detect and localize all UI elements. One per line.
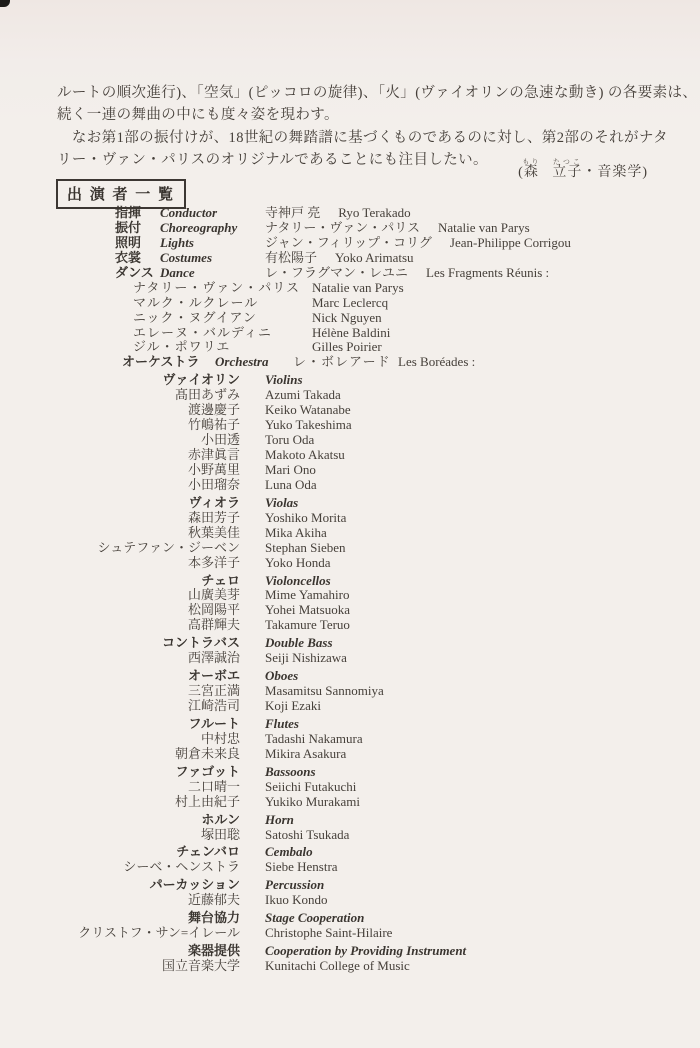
- cast-row-section: [0, 669, 700, 684]
- cast-row-section: [0, 574, 700, 589]
- player-name-en: Siebe Henstra: [265, 859, 338, 875]
- player-name-en: Seiji Nishizawa: [265, 650, 347, 666]
- section-label-jp: オーボエ: [187, 668, 240, 684]
- player-name-en: Masamitsu Sannomiya: [265, 683, 384, 699]
- cast-row-orchestra-header: [0, 355, 700, 370]
- performer-name-en: Ryo Terakado: [338, 205, 411, 220]
- cast-row-member: [0, 296, 700, 311]
- player-name-jp: シュテファン・ジーベン: [97, 539, 240, 555]
- section-label-jp: チェロ: [201, 572, 240, 588]
- performer-name-jp: ナタリー・ヴァン・パリス: [265, 219, 420, 235]
- cast-row-player: [0, 478, 700, 493]
- player-name-en: Kunitachi College of Music: [265, 958, 410, 973]
- cast-row-section: [0, 496, 700, 511]
- author-given-name: [552, 158, 583, 180]
- cast-row-member: [0, 340, 700, 355]
- dancer-name-jp: エレーヌ・バルディニ: [133, 324, 272, 340]
- player-name-en: Yukiko Murakami: [265, 793, 360, 809]
- cast-row-player: [0, 732, 700, 747]
- cast-row-player: [0, 926, 700, 941]
- cast-row-staff: [0, 266, 700, 281]
- performer-name-jp: 寺神戸 亮: [265, 205, 321, 220]
- cast-row-staff: [0, 206, 700, 221]
- author-surname-furigana: もり: [522, 158, 541, 166]
- player-name-jp: 近藤郁夫: [187, 892, 240, 908]
- cast-list: [0, 206, 700, 974]
- player-name-jp: 松岡陽平: [187, 602, 240, 618]
- player-name-jp: 赤津眞言: [187, 447, 240, 462]
- player-name-en: Seiichi Futakuchi: [265, 778, 357, 794]
- section-label-en: Violoncellos: [265, 572, 331, 588]
- section-label-jp: ヴァイオリン: [162, 372, 240, 388]
- role-label-jp: 衣裳: [115, 249, 142, 265]
- player-name-en: Ikuo Kondo: [265, 892, 328, 908]
- credit-open-paren: (: [518, 165, 524, 180]
- player-name-en: Yohei Matsuoka: [265, 602, 350, 618]
- notes-line: ルートの順次進行)、「空気」(ピッコロの旋律)、「火」(ヴァイオリンの急速な動き) の各要素は、: [57, 85, 698, 101]
- cast-row-member: [0, 326, 700, 341]
- role-label-jp: 指揮: [115, 205, 142, 220]
- section-label-jp: コントラバス: [161, 635, 240, 651]
- player-name-en: Yuko Takeshima: [265, 417, 352, 433]
- player-name-en: Koji Ezaki: [265, 698, 321, 713]
- player-name-en: Stephan Sieben: [265, 539, 346, 555]
- player-name-jp: 山廣美芽: [187, 587, 240, 603]
- player-name-en: Yoko Honda: [265, 554, 331, 570]
- player-name-en: Mika Akiha: [265, 524, 327, 540]
- player-name-en: Luna Oda: [265, 476, 317, 492]
- player-name-en: Tadashi Nakamura: [265, 730, 363, 746]
- section-label-jp: 楽器提供: [187, 943, 240, 959]
- dancer-name-en: Hélène Baldini: [312, 324, 391, 340]
- player-name-jp: 森田芳子: [187, 509, 240, 525]
- section-label-en: Violas: [265, 494, 299, 510]
- section-label-en: Double Bass: [265, 635, 333, 651]
- cast-row-player: [0, 388, 700, 403]
- dancer-name-jp: ニック・ヌグイアン: [133, 309, 257, 325]
- cast-row-section: [0, 636, 700, 651]
- player-name-jp: 秋葉美佳: [187, 524, 240, 540]
- cast-row-player: [0, 860, 700, 875]
- cast-row-staff: [0, 236, 700, 251]
- player-name-jp: 江崎浩司: [187, 698, 240, 713]
- cast-row-staff: [0, 251, 700, 266]
- player-name-en: Toru Oda: [265, 432, 315, 448]
- author-given-furigana: たつこ: [552, 158, 583, 166]
- section-label-en: Cooperation by Providing Instrument: [265, 943, 467, 959]
- performer-name-jp: レ・フラグマン・レユニ: [265, 264, 409, 280]
- section-label-jp: ファゴット: [175, 763, 240, 779]
- cast-row-player: [0, 603, 700, 618]
- performer-name-en: Natalie van Parys: [437, 219, 530, 235]
- dancer-name-en: Nick Nguyen: [312, 309, 382, 325]
- section-label-jp: ヴィオラ: [188, 494, 240, 510]
- cast-row-player: [0, 699, 700, 714]
- player-name-en: Keiko Watanabe: [265, 402, 351, 418]
- role-label-en: Lights: [160, 234, 194, 250]
- cast-row-player: [0, 526, 700, 541]
- cast-row-player: [0, 795, 700, 810]
- player-name-en: Mime Yamahiro: [265, 587, 350, 603]
- cast-row-section: [0, 717, 700, 732]
- player-name-jp: クリストフ・サン=イレール: [78, 925, 240, 941]
- author-surname-text: 森: [522, 165, 541, 180]
- role-label-jp: ダンス: [115, 264, 154, 280]
- player-name-jp: 髙田あずみ: [174, 387, 240, 403]
- player-name-jp: 二口晴一: [187, 778, 240, 794]
- player-name-en: Mikira Asakura: [265, 745, 347, 761]
- author-surname: [522, 158, 541, 180]
- player-name-jp: 国立音楽大学: [161, 958, 240, 973]
- player-name-jp: 小田透: [200, 432, 240, 448]
- player-name-jp: 三宮正満: [187, 683, 240, 699]
- cast-row-player: [0, 541, 700, 556]
- dancer-name-en: Gilles Poirier: [312, 339, 382, 355]
- player-name-jp: 竹嶋祐子: [187, 417, 240, 433]
- section-label-en: Stage Cooperation: [265, 910, 365, 926]
- section-label-en: Bassoons: [265, 763, 316, 779]
- section-label-en: Flutes: [265, 715, 299, 731]
- section-label-en: Cembalo: [265, 844, 313, 860]
- cast-row-section: [0, 845, 700, 860]
- section-label-jp: 舞台協力: [187, 910, 240, 926]
- performer-name-jp: ジャン・フィリップ・コリグ: [265, 234, 432, 250]
- cast-row-player: [0, 780, 700, 795]
- orchestra-label-en: Orchestra: [215, 354, 269, 370]
- cast-row-player: [0, 556, 700, 571]
- player-name-jp: 本多洋子: [187, 554, 240, 570]
- role-label-jp: 照明: [115, 234, 142, 250]
- cast-row-player: [0, 463, 700, 478]
- player-name-jp: 小田瑠奈: [187, 476, 240, 492]
- section-label-en: Violins: [265, 372, 303, 388]
- player-name-en: Azumi Takada: [265, 387, 341, 403]
- scan-corner-artifact: [0, 0, 10, 7]
- role-label-jp: 振付: [115, 219, 142, 235]
- dancer-name-jp: ジル・ポワリエ: [133, 339, 231, 355]
- player-name-en: Takamure Teruo: [265, 617, 350, 633]
- section-label-jp: ホルン: [201, 811, 240, 827]
- section-label-en: Horn: [265, 811, 294, 827]
- section-label-jp: フルート: [188, 715, 240, 731]
- cast-row-player: [0, 893, 700, 908]
- role-label-en: Choreography: [160, 219, 238, 235]
- cast-row-player: [0, 588, 700, 603]
- section-label-jp: パーカッション: [149, 877, 240, 893]
- section-label-en: Oboes: [265, 668, 299, 684]
- cast-row-player: [0, 684, 700, 699]
- orchestra-label-jp: オーケストラ: [122, 354, 200, 370]
- performer-name-en: Yoko Arimatsu: [335, 249, 414, 265]
- player-name-jp: 西澤誠治: [187, 650, 240, 666]
- player-name-jp: 塚田聡: [200, 826, 240, 842]
- cast-row-staff: [0, 221, 700, 236]
- ensemble-name-en: Les Boréades :: [398, 354, 476, 370]
- cast-row-member: [0, 311, 700, 326]
- cast-row-player: [0, 618, 700, 633]
- cast-row-member: [0, 281, 700, 296]
- notes-line: 続く一連の舞曲の中にも度々姿を現わす。: [57, 107, 339, 124]
- cast-row-player: [0, 828, 700, 843]
- cast-row-section: [0, 911, 700, 926]
- player-name-jp: 中村忠: [200, 730, 240, 746]
- performer-name-en: Jean-Philippe Corrigou: [449, 234, 571, 250]
- dancer-name-jp: ナタリー・ヴァン・パリス: [133, 279, 300, 295]
- player-name-en: Mari Ono: [265, 461, 316, 477]
- notes-line: なお第1部の振付けが、18世紀の舞踏譜に基づくものであるのに対し、第2部のそれがナタ: [57, 129, 668, 146]
- cast-row-player: [0, 403, 700, 418]
- role-label-en: Costumes: [160, 249, 213, 265]
- cast-row-player: [0, 448, 700, 463]
- performer-name-jp: 有松陽子: [265, 249, 318, 265]
- ensemble-name-jp: レ・ボレアード: [293, 354, 391, 370]
- notes-line: リー・ヴァン・パリスのオリジナルであることにも注目したい。: [57, 151, 488, 168]
- cast-row-section: [0, 944, 700, 959]
- dancer-name-en: Marc Leclercq: [312, 294, 389, 310]
- cast-row-player: [0, 651, 700, 666]
- cast-row-player: [0, 433, 700, 448]
- player-name-en: Yoshiko Morita: [265, 509, 347, 525]
- section-label-en: Percussion: [265, 877, 325, 893]
- cast-row-section: [0, 373, 700, 388]
- cast-row-player: [0, 418, 700, 433]
- player-name-jp: 高群輝夫: [187, 617, 240, 633]
- dancer-name-en: Natalie van Parys: [312, 279, 404, 295]
- player-name-jp: 小野萬里: [187, 461, 240, 477]
- role-label-en: Conductor: [160, 205, 218, 220]
- author-given-text: 立子: [552, 165, 583, 180]
- section-heading-performers: 出 演 者 一 覧: [56, 179, 186, 209]
- player-name-en: Makoto Akatsu: [265, 447, 345, 462]
- cast-row-section: [0, 878, 700, 893]
- cast-row-player: [0, 747, 700, 762]
- cast-row-player: [0, 511, 700, 526]
- role-label-en: Dance: [160, 264, 195, 280]
- credit-role: ・音楽学): [582, 165, 648, 180]
- player-name-en: Christophe Saint-Hilaire: [265, 925, 393, 941]
- performer-name-en: Les Fragments Réunis :: [426, 264, 550, 280]
- player-name-jp: 朝倉未来良: [174, 745, 240, 761]
- player-name-jp: シーベ・ヘンストラ: [123, 859, 240, 875]
- cast-row-player: [0, 959, 700, 974]
- dancer-name-jp: マルク・ルクレール: [133, 294, 259, 310]
- cast-row-section: [0, 765, 700, 780]
- player-name-en: Satoshi Tsukada: [265, 826, 350, 842]
- section-label-jp: チェンバロ: [176, 844, 240, 860]
- player-name-jp: 渡邊慶子: [187, 402, 240, 418]
- player-name-jp: 村上由紀子: [174, 793, 240, 809]
- author-credit: [518, 158, 648, 181]
- cast-row-section: [0, 813, 700, 828]
